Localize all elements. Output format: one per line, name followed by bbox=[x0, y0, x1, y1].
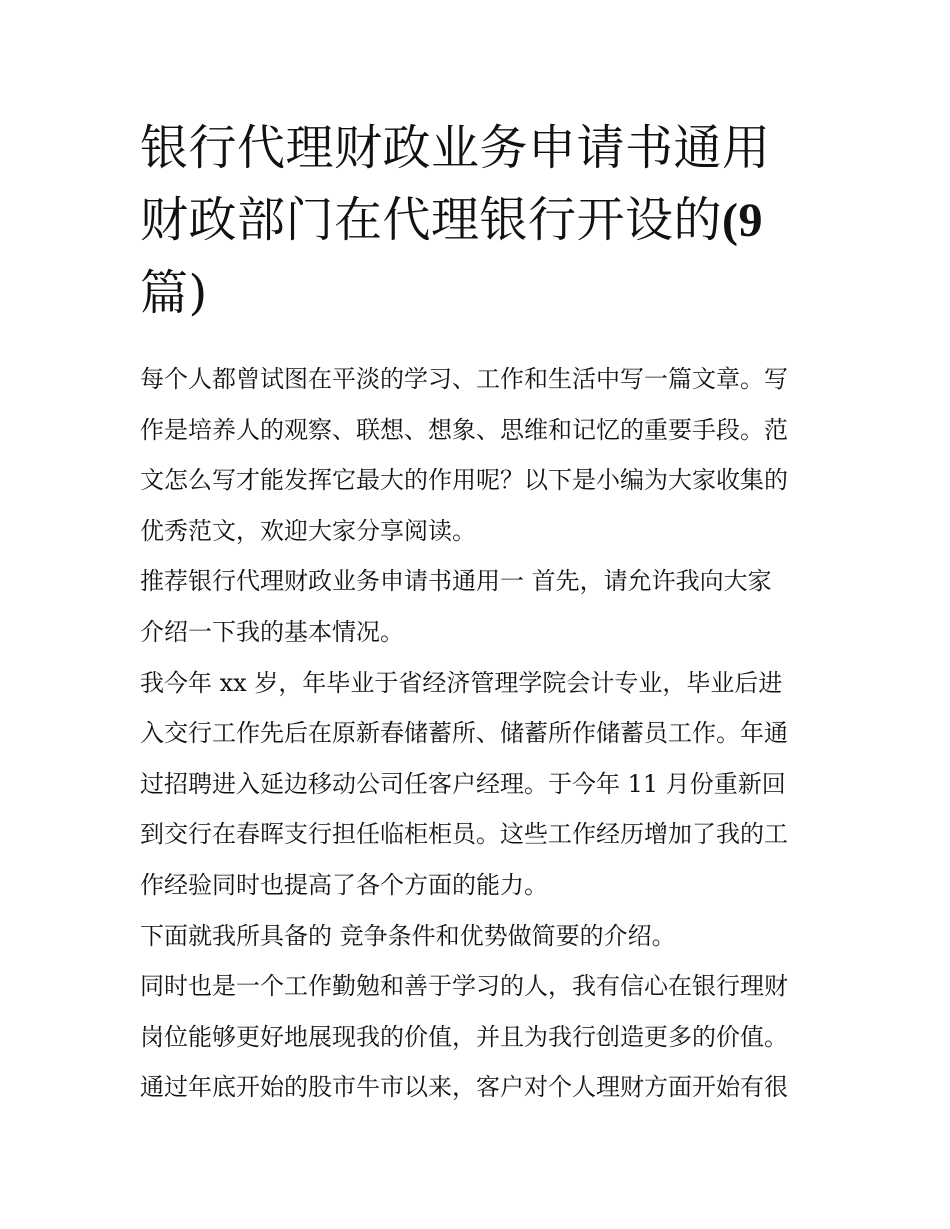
body-line: 每个人都曾试图在平淡的学习、工作和生活中写一篇文章。写 bbox=[140, 365, 788, 393]
title-line-1: 银行代理财政业务申请书通用 bbox=[140, 120, 771, 176]
body-line: 入交行工作先后在原新春储蓄所、储蓄所作储蓄员工作。年通 bbox=[140, 719, 788, 748]
body-line: 文怎么写才能发挥它最大的作用呢？以下是小编为大家收集的 bbox=[140, 466, 788, 495]
body-line: 通过年底开始的股市牛市以来，客户对个人理财方面开始有很 bbox=[140, 1073, 788, 1102]
body-line: 作经验同时也提高了各个方面的能力。 bbox=[140, 870, 548, 899]
body-line: 过招聘进入延边移动公司任客户经理。于今年 11 月份重新回 bbox=[140, 769, 786, 798]
document-title bbox=[140, 112, 820, 329]
body-line: 优秀范文，欢迎大家分享阅读。 bbox=[140, 516, 476, 545]
title-line-2-text: 财政部门在代理银行开设的 bbox=[140, 192, 723, 248]
title-line-3: 篇) bbox=[140, 265, 208, 321]
body-line: 介绍一下我的基本情况。 bbox=[140, 617, 404, 646]
document-body bbox=[140, 354, 820, 1113]
title-line-2 bbox=[140, 184, 820, 257]
body-line: 下面就我所具备的 竞争条件和优势做简要的介绍。 bbox=[140, 921, 676, 950]
body-line: 推荐银行代理财政业务申请书通用一 首先，请允许我向大家 bbox=[140, 567, 772, 596]
body-line: 同时也是一个工作勤勉和善于学习的人，我有信心在银行理财 bbox=[140, 972, 788, 1001]
body-line: 作是培养人的观察、联想、想象、思维和记忆的重要手段。范 bbox=[140, 415, 788, 444]
body-line: 到交行在春晖支行担任临柜柜员。这些工作经历增加了我的工 bbox=[140, 820, 788, 849]
body-line: 我今年 xx 岁，年毕业于省经济管理学院会计专业，毕业后进 bbox=[140, 668, 783, 697]
body-line: 岗位能够更好地展现我的价值，并且为我行创造更多的价值。 bbox=[140, 1022, 788, 1051]
title-count-prefix: (9 bbox=[722, 194, 763, 247]
